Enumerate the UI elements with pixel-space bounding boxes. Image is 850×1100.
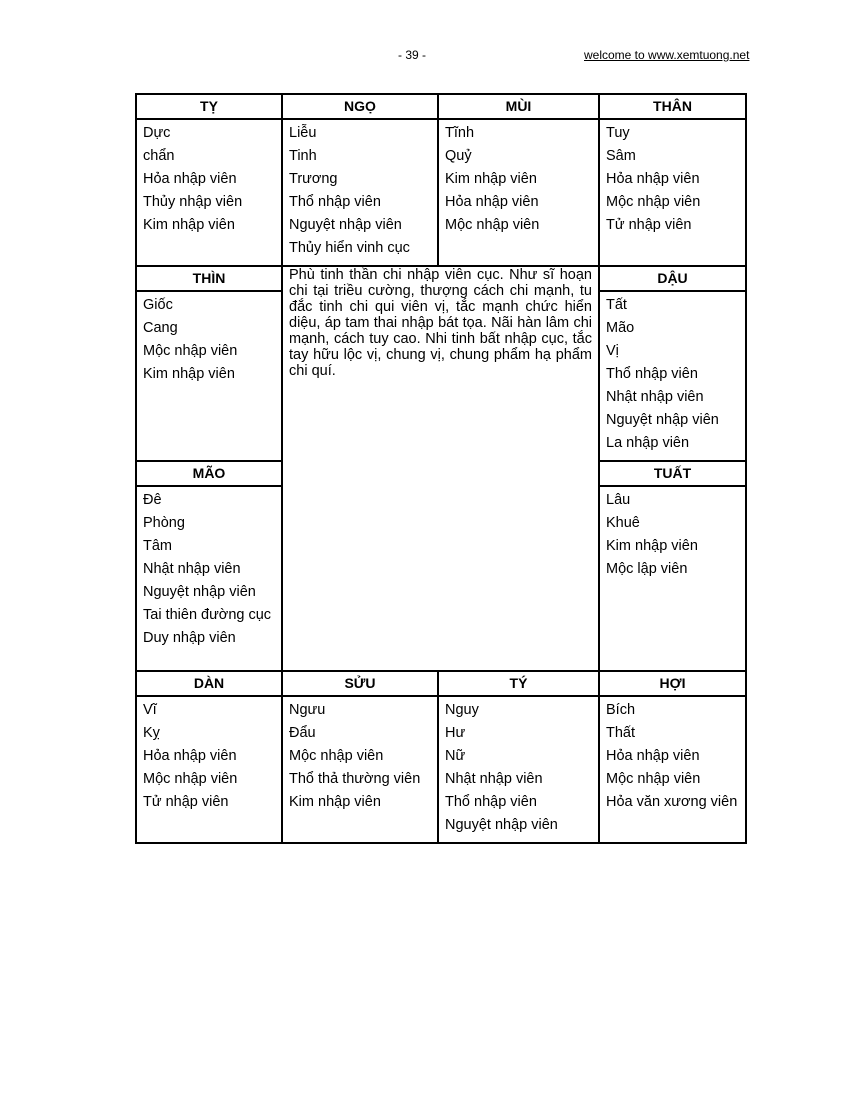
palace-cell-tuat <box>599 486 746 671</box>
palace-entry: Thủy hiển vinh cục <box>289 240 410 256</box>
bottom-body-row <box>136 696 746 843</box>
palace-entry: Bích <box>606 702 636 718</box>
palace-entry: Tất <box>606 297 627 313</box>
palace-entry: Kim nhập viên <box>289 794 381 810</box>
palace-entry: Trương <box>289 171 338 187</box>
palace-entry: Mộc lập viên <box>606 561 688 577</box>
palace-cell-mui <box>438 119 599 266</box>
top-header-row <box>136 94 746 119</box>
palace-cell-ty-rat <box>438 696 599 843</box>
palace-entry: Liễu <box>289 125 317 141</box>
palace-entry: Thổ thả thường viên <box>289 771 421 787</box>
palace-header-than: THÂN <box>599 94 746 119</box>
palace-entry: Cang <box>143 320 178 336</box>
palace-entry: Kỵ <box>143 725 160 741</box>
palace-cell-than <box>599 119 746 266</box>
palace-entry: Mộc nhập viên <box>606 771 701 787</box>
middle-row-1-header <box>136 266 746 291</box>
palace-entry: Hỏa nhập viên <box>143 171 237 187</box>
palace-cell-dan <box>136 696 282 843</box>
palace-entry: Nguyệt nhập viên <box>143 584 256 600</box>
palace-entry: Thổ nhập viên <box>445 794 537 810</box>
palace-entry: La nhập viên <box>606 435 690 451</box>
palace-entry: Đê <box>143 492 162 508</box>
palace-entry: Mộc nhập viên <box>289 748 384 764</box>
palace-entry: Nguyệt nhập viên <box>606 412 719 428</box>
palace-entry: Hỏa nhập viên <box>445 194 539 210</box>
palace-entry: Tâm <box>143 538 172 554</box>
palace-entry: Thủy nhập viên <box>143 194 243 210</box>
zodiac-chart-table <box>135 93 747 844</box>
center-text: Phù tinh thần chi nhập viên cục. Như sĩ hoạn chi tại triều cường, thượng cách chi mạnh, tu đắc tinh chi qui viên vị, tắc mạnh chức hiển diệu, áp tam thai nhập bát tọa. Nãi hàn lâm chi mạnh, cách tuy cao. Nhi tinh bất nhập cục, tắc tay hữu lộc vị, chung vị, chung phẩm hạ phẩm chi quí. <box>289 267 592 379</box>
palace-header-ngo: NGỌ <box>282 94 438 119</box>
palace-cell-dau <box>599 291 746 461</box>
top-body-row <box>136 119 746 266</box>
palace-cell-suu <box>282 696 438 843</box>
palace-entry: Nhật nhập viên <box>606 389 704 405</box>
palace-header-hoi: HỢI <box>599 671 746 696</box>
center-text-cell <box>282 266 599 671</box>
palace-entry: Vị <box>606 343 619 359</box>
palace-entry: Thất <box>606 725 636 741</box>
site-link[interactable]: welcome to www.xemtuong.net <box>584 48 750 62</box>
palace-entry: Lâu <box>606 492 631 508</box>
palace-entry: Mộc nhập viên <box>606 194 701 210</box>
palace-entry: Mộc nhập viên <box>445 217 540 233</box>
palace-entry: Nguyệt nhập viên <box>289 217 402 233</box>
palace-entry: Tuy <box>606 125 630 141</box>
palace-cell-thin <box>136 291 282 461</box>
palace-entry: Tinh <box>289 148 317 164</box>
palace-header-mao: MÃO <box>136 461 282 486</box>
palace-entry: Kim nhập viên <box>143 366 235 382</box>
palace-entry: Ngưu <box>289 702 326 718</box>
palace-entry: Nhật nhập viên <box>143 561 241 577</box>
palace-entry: Nguy <box>445 702 479 718</box>
palace-header-mui: MÙI <box>438 94 599 119</box>
palace-cell-ty-snake <box>136 119 282 266</box>
palace-cell-mao <box>136 486 282 671</box>
palace-header-ty-snake: TỴ <box>136 94 282 119</box>
palace-entry: Tai thiên đường cục <box>143 607 272 623</box>
palace-entry: Mộc nhập viên <box>143 343 238 359</box>
palace-entry: Nguyệt nhập viên <box>445 817 558 833</box>
palace-header-suu: SỬU <box>282 671 438 696</box>
palace-entry: Kim nhập viên <box>445 171 537 187</box>
palace-cell-hoi <box>599 696 746 843</box>
palace-entry: Nhật nhập viên <box>445 771 543 787</box>
palace-entry: Hỏa nhập viên <box>143 748 237 764</box>
palace-header-tuat: TUẤT <box>599 461 746 486</box>
palace-entry: Thổ nhập viên <box>289 194 381 210</box>
palace-entry: Tử nhập viên <box>606 217 692 233</box>
page-number: - 39 - <box>398 48 427 62</box>
palace-entry: Tử nhập viên <box>143 794 229 810</box>
palace-entry: Dực <box>143 125 171 141</box>
palace-entry: Sâm <box>606 148 636 164</box>
palace-entry: Nữ <box>445 748 466 764</box>
palace-entry: Mão <box>606 320 635 336</box>
palace-header-dan: DÀN <box>136 671 282 696</box>
palace-entry: Vĩ <box>143 702 157 718</box>
palace-entry: Giốc <box>143 297 173 313</box>
palace-header-dau: DẬU <box>599 266 746 291</box>
palace-entry: Đẩu <box>289 725 316 741</box>
bottom-header-row <box>136 671 746 696</box>
palace-entry: Khuê <box>606 515 640 531</box>
palace-entry: Duy nhập viên <box>143 630 236 646</box>
palace-entry: Hỏa nhập viên <box>606 748 700 764</box>
palace-header-ty-rat: TÝ <box>438 671 599 696</box>
palace-entry: Kim nhập viên <box>143 217 235 233</box>
palace-entry: Hỏa nhập viên <box>606 171 700 187</box>
palace-cell-ngo <box>282 119 438 266</box>
palace-entry: Kim nhập viên <box>606 538 698 554</box>
palace-entry: Mộc nhập viên <box>143 771 238 787</box>
palace-header-thin: THÌN <box>136 266 282 291</box>
palace-entry: Quỷ <box>445 148 472 164</box>
palace-entry: Hư <box>445 725 466 741</box>
palace-entry: chẩn <box>143 148 175 164</box>
palace-entry: Hỏa văn xương viên <box>606 794 738 810</box>
palace-entry: Phòng <box>143 515 185 531</box>
palace-entry: Thổ nhập viên <box>606 366 698 382</box>
palace-entry: Tĩnh <box>445 125 475 141</box>
